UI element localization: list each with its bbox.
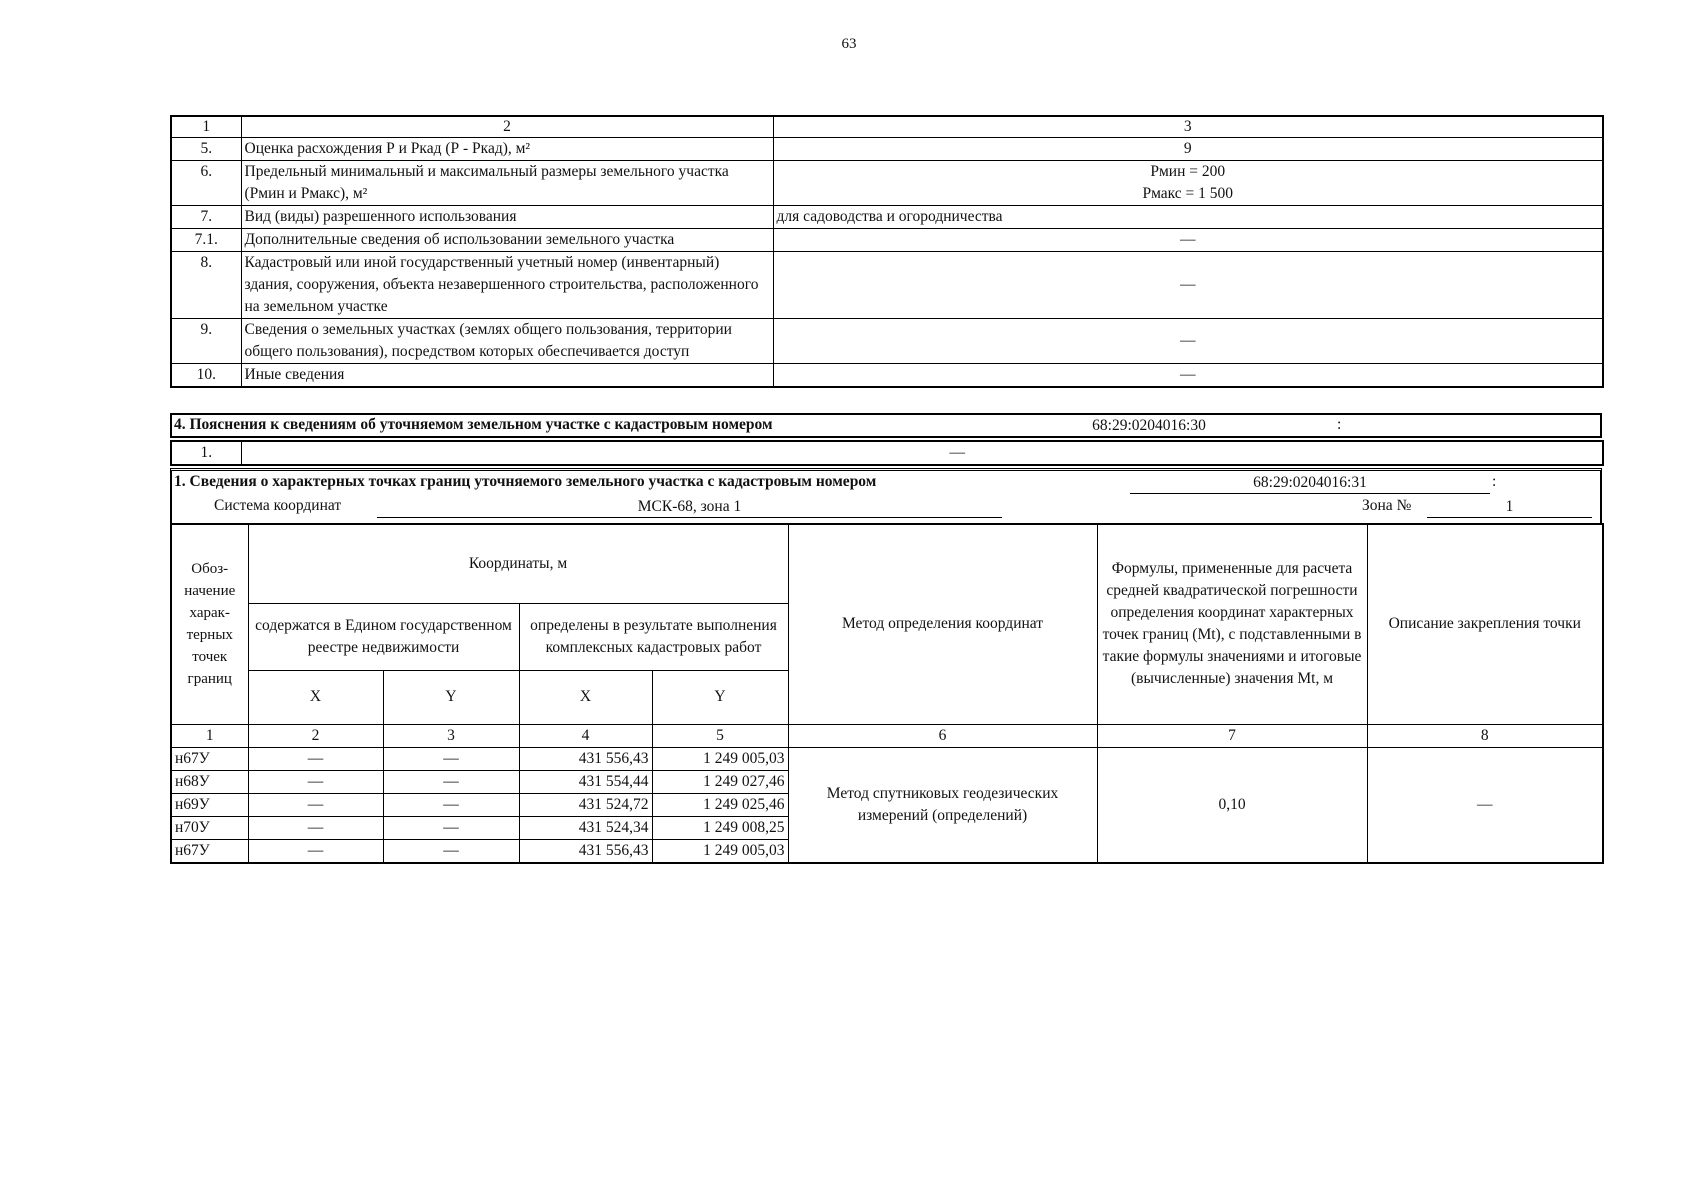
designation-header: Обоз-начение харак-терных точек границ — [171, 524, 248, 724]
x-header: X — [519, 670, 652, 724]
section-4-title: 4. Пояснения к сведениям об уточняемом земельном участке с кадастровым номером — [174, 416, 773, 433]
x-egrn: — — [248, 793, 383, 816]
y-complex: 1 249 008,25 — [652, 816, 788, 839]
row-label: Вид (виды) разрешенного использования — [241, 206, 773, 229]
method-header: Метод определения координат — [788, 524, 1097, 724]
y-egrn: — — [383, 747, 519, 770]
point-id: н68У — [171, 770, 248, 793]
mt-value: 0,10 — [1097, 747, 1367, 863]
row-label: Оценка расхождения Р и Ркад (Р - Ркад), м² — [241, 138, 773, 161]
boundary-points-table — [170, 523, 1604, 864]
column-number: 7 — [1097, 724, 1367, 747]
y-complex: 1 249 005,03 — [652, 839, 788, 863]
row-value: — — [773, 319, 1603, 364]
x-egrn: — — [248, 770, 383, 793]
y-header: Y — [383, 670, 519, 724]
table-row — [171, 441, 1603, 465]
column-number: 2 — [248, 724, 383, 747]
row-value — [773, 161, 1603, 206]
row-value: для садоводства и огородничества — [773, 206, 1603, 229]
row-label: Дополнительные сведения об использовании земельного участка — [241, 229, 773, 252]
zone-value: 1 — [1427, 497, 1592, 518]
coord-system-value: МСК-68, зона 1 — [377, 497, 1002, 518]
point-id: н67У — [171, 747, 248, 770]
row-value: — — [773, 364, 1603, 388]
header-cell: 1 — [171, 116, 241, 138]
fixing-value: — — [1367, 747, 1603, 863]
column-number: 4 — [519, 724, 652, 747]
column-number: 5 — [652, 724, 788, 747]
formulas-header: Формулы, примененные для расчета средней квадратической погрешности определения координат характерных точек границ (Mt), с подставленными в такие формулы значениями и итоговые (вычисленные) значения Mt, м — [1097, 524, 1367, 724]
column-number: 3 — [383, 724, 519, 747]
coordinates-header: Координаты, м — [248, 524, 788, 603]
row-label: Иные сведения — [241, 364, 773, 388]
y-complex: 1 249 027,46 — [652, 770, 788, 793]
point-id: н70У — [171, 816, 248, 839]
table-header-row — [171, 116, 1603, 138]
fixing-header: Описание закрепления точки — [1367, 524, 1603, 724]
x-complex: 431 524,72 — [519, 793, 652, 816]
y-egrn: — — [383, 793, 519, 816]
row-label: Предельный минимальный и максимальный размеры земельного участка (Рмин и Рмакс), м² — [241, 161, 773, 206]
row-value: — — [773, 252, 1603, 319]
table-row — [171, 747, 1603, 770]
row-number: 9. — [171, 319, 241, 364]
row-label: Сведения о земельных участках (землях общего пользования, территории общего пользования), посредством которых обеспечивается доступ — [241, 319, 773, 364]
page-number: 63 — [841, 36, 857, 52]
egrn-header: содержатся в Едином государственном реестре недвижимости — [248, 603, 519, 670]
y-egrn: — — [383, 770, 519, 793]
row-value: 9 — [773, 138, 1603, 161]
column-number: 1 — [171, 724, 248, 747]
section-4-cadastral-number: 68:29:0204016:30 — [969, 416, 1329, 437]
table-row — [171, 206, 1603, 229]
table-row — [171, 161, 1603, 206]
y-header: Y — [652, 670, 788, 724]
land-plot-info-table — [170, 115, 1604, 388]
table-row — [171, 252, 1603, 319]
row-number: 1. — [171, 441, 241, 465]
min-size-value: Рмин = 200 — [1150, 163, 1226, 180]
x-complex: 431 524,34 — [519, 816, 652, 839]
section-1-cadastral-number: 68:29:0204016:31 — [1130, 473, 1490, 494]
row-number: 5. — [171, 138, 241, 161]
coord-system-label: Система координат — [214, 497, 342, 514]
section-4-table — [170, 440, 1604, 466]
point-id: н67У — [171, 839, 248, 863]
complex-works-header: определены в результате выполнения комплексных кадастровых работ — [519, 603, 788, 670]
y-complex: 1 249 005,03 — [652, 747, 788, 770]
point-id: н69У — [171, 793, 248, 816]
row-label: Кадастровый или иной государственный учетный номер (инвентарный) здания, сооружения, объекта незавершенного строительства, расположенного на земельном участке — [241, 252, 773, 319]
x-egrn: — — [248, 747, 383, 770]
section-4-header — [170, 413, 1602, 438]
section-1-title: 1. Сведения о характерных точках границ уточняемого земельного участка с кадастровым номером — [174, 473, 877, 490]
zone-label: Зона № — [1362, 497, 1412, 514]
y-egrn: — — [383, 816, 519, 839]
column-number: 8 — [1367, 724, 1603, 747]
row-number: 7. — [171, 206, 241, 229]
y-egrn: — — [383, 839, 519, 863]
points-header-row — [171, 524, 1603, 603]
table-row — [171, 229, 1603, 252]
y-complex: 1 249 025,46 — [652, 793, 788, 816]
table-row — [171, 138, 1603, 161]
column-number: 6 — [788, 724, 1097, 747]
section-4-colon: : — [1337, 416, 1342, 433]
x-complex: 431 554,44 — [519, 770, 652, 793]
row-number: 8. — [171, 252, 241, 319]
row-value: — — [241, 441, 1603, 465]
row-number: 6. — [171, 161, 241, 206]
x-egrn: — — [248, 816, 383, 839]
table-row — [171, 319, 1603, 364]
max-size-value: Рмакс = 1 500 — [1142, 185, 1234, 202]
row-value: — — [773, 229, 1603, 252]
header-cell: 3 — [773, 116, 1603, 138]
section-1-header — [170, 468, 1602, 523]
x-complex: 431 556,43 — [519, 747, 652, 770]
method-value: Метод спутниковых геодезических измерений (определений) — [788, 747, 1097, 863]
x-egrn: — — [248, 839, 383, 863]
row-number: 7.1. — [171, 229, 241, 252]
x-header: X — [248, 670, 383, 724]
table-row — [171, 364, 1603, 388]
column-numbers-row — [171, 724, 1603, 747]
x-complex: 431 556,43 — [519, 839, 652, 863]
section-1-colon: : — [1492, 473, 1497, 490]
row-number: 10. — [171, 364, 241, 388]
header-cell: 2 — [241, 116, 773, 138]
